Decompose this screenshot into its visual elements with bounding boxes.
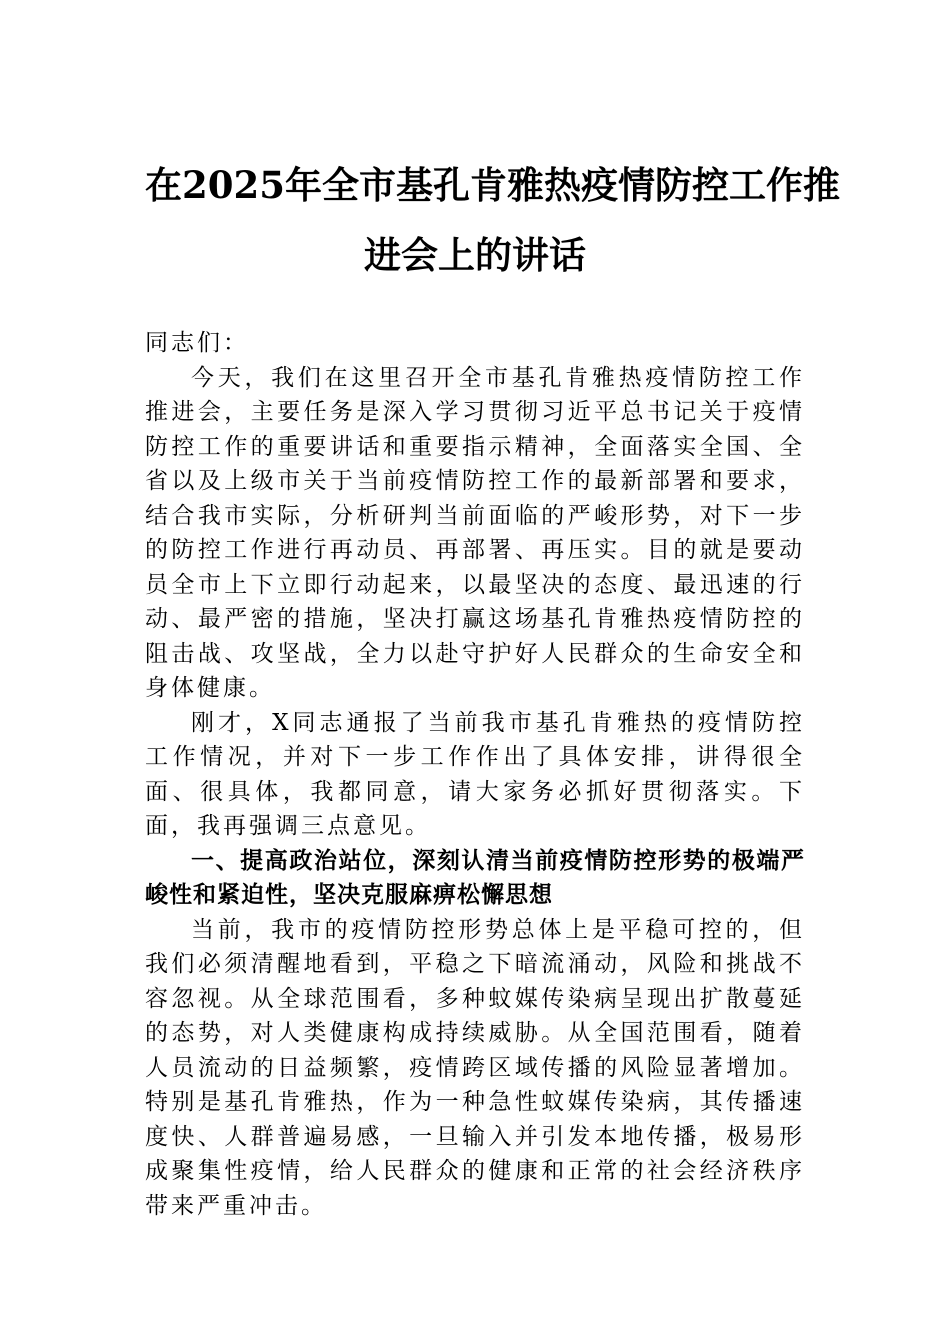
paragraph-opening: 今天，我们在这里召开全市基孔肯雅热疫情防控工作推进会，主要任务是深入学习贯彻习近平总书记关于疫情防控工作的重要讲话和重要指示精神，全面落实全国、全省以及上级市关于当前疫情防控工作的最新部署和要求，结合我市实际，分析研判当前面临的严峻形势，对下一步的防控工作进行再动员、再部署、再压实。目的就是要动员全市上下立即行动起来，以最坚决的态度、最迅速的行动、最严密的措施，坚决打赢这场基孔肯雅热疫情防控的阻击战、攻坚战，全力以赴守护好人民群众的生命安全和身体健康。: [145, 364, 805, 701]
page-title: [145, 150, 840, 290]
title-line-1: 在2025年全市基孔肯雅热疫情防控工作推: [145, 163, 840, 207]
paragraph-briefing: 刚才，X同志通报了当前我市基孔肯雅热的疫情防控工作情况，并对下一步工作作出了具体安排，讲得很全面、很具体，我都同意，请大家务必抓好贯彻落实。下面，我再强调三点意见。: [145, 709, 805, 839]
document-body: [145, 326, 805, 1223]
title-line-2: 进会上的讲话: [364, 233, 586, 277]
salutation: 同志们：: [145, 330, 249, 356]
section-heading: 一、提高政治站位，深刻认清当前疫情防控形势的极端严峻性和紧迫性，坚决克服麻痹松懈思想: [145, 847, 805, 908]
paragraph-situation: 当前，我市的疫情防控形势总体上是平稳可控的，但我们必须清醒地看到，平稳之下暗流涌动，风险和挑战不容忽视。从全球范围看，多种蚊媒传染病呈现出扩散蔓延的态势，对人类健康构成持续威胁。从全国范围看，随着人员流动的日益频繁，疫情跨区域传播的风险显著增加。特别是基孔肯雅热，作为一种急性蚊媒传染病，其传播速度快、人群普遍易感，一旦输入并引发本地传播，极易形成聚集性疫情，给人民群众的健康和正常的社会经济秩序带来严重冲击。: [145, 916, 805, 1219]
